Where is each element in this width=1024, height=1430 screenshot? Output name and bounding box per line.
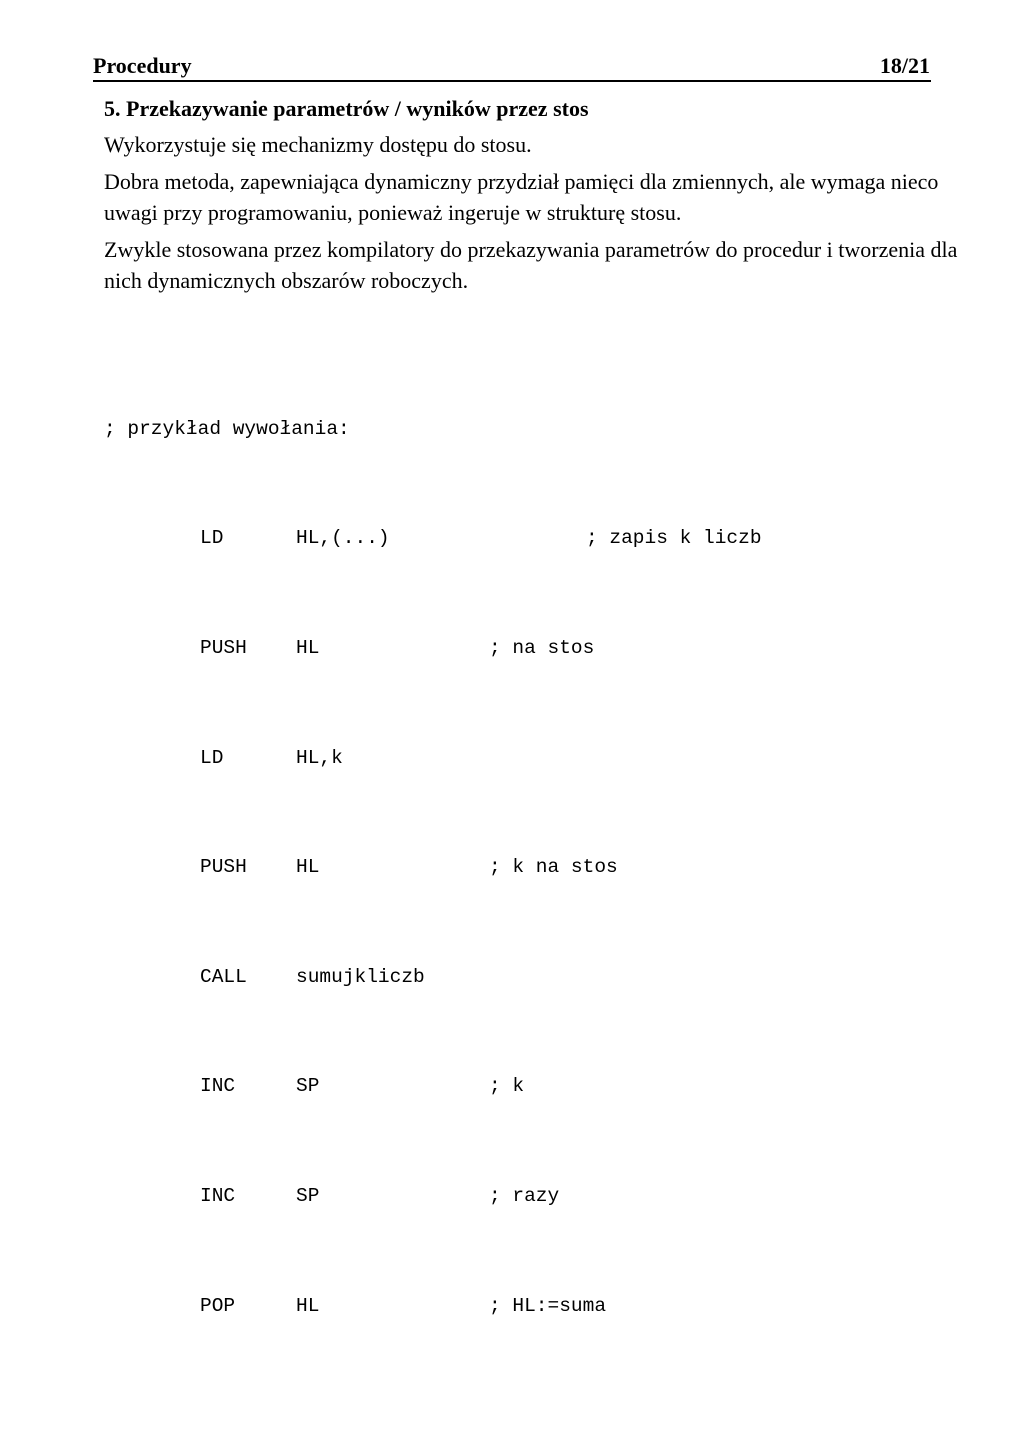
code-opcode: LD bbox=[200, 527, 224, 550]
code-operand: HL bbox=[296, 856, 320, 879]
code-operand: sumujkliczb bbox=[296, 965, 425, 988]
code-line bbox=[104, 1073, 525, 1100]
paragraph-2: Dobra metoda, zapewniająca dynamiczny przydział pamięci dla zmiennych, ale wymaga nieco uwagi przy programowaniu, ponieważ ingeruje w strukturę stosu. bbox=[104, 169, 939, 225]
code-operand: SP bbox=[296, 1185, 320, 1208]
code-line bbox=[104, 1293, 607, 1320]
code-operand: HL,(...) bbox=[296, 527, 390, 550]
paragraph-3: Zwykle stosowana przez kompilatory do przekazywania parametrów do procedur i tworzenia dla nich dynamicznych obszarów roboczych. bbox=[104, 237, 958, 293]
code-opcode: PUSH bbox=[200, 637, 247, 660]
paragraph-1: Wykorzystuje się mechanizmy dostępu do stosu. bbox=[104, 132, 532, 157]
code-comment: ; k bbox=[489, 1075, 525, 1098]
code-operand: SP bbox=[296, 1075, 320, 1098]
code-line bbox=[104, 1183, 560, 1210]
code-opcode: INC bbox=[200, 1185, 236, 1208]
code-line bbox=[104, 525, 762, 552]
section-title: 5. Przekazywanie parametrów / wyników przez stos bbox=[104, 96, 589, 121]
code-comment: ; k na stos bbox=[489, 856, 618, 879]
code-header-comment: ; przykład wywołania: bbox=[104, 417, 350, 440]
slide-header bbox=[93, 52, 931, 82]
code-line bbox=[104, 635, 595, 662]
code-opcode: PUSH bbox=[200, 856, 247, 879]
code-comment: ; zapis k liczb bbox=[586, 527, 762, 550]
code-header-line bbox=[104, 416, 350, 443]
code-opcode: LD bbox=[200, 746, 224, 769]
slide-title: Procedury bbox=[93, 53, 192, 78]
page-number: 18/21 bbox=[879, 53, 930, 78]
code-operand: HL bbox=[296, 637, 320, 660]
code-operand: HL bbox=[296, 1294, 320, 1317]
code-operand: HL,k bbox=[296, 746, 343, 769]
code-opcode: POP bbox=[200, 1294, 236, 1317]
code-line bbox=[104, 964, 425, 991]
slide-body bbox=[104, 93, 964, 296]
code-comment: ; na stos bbox=[489, 637, 595, 660]
code-opcode: INC bbox=[200, 1075, 236, 1098]
code-listing bbox=[104, 361, 762, 1347]
code-line bbox=[104, 854, 618, 881]
code-opcode: CALL bbox=[200, 965, 247, 988]
code-comment: ; razy bbox=[489, 1185, 560, 1208]
code-comment: ; HL:=suma bbox=[489, 1294, 607, 1317]
